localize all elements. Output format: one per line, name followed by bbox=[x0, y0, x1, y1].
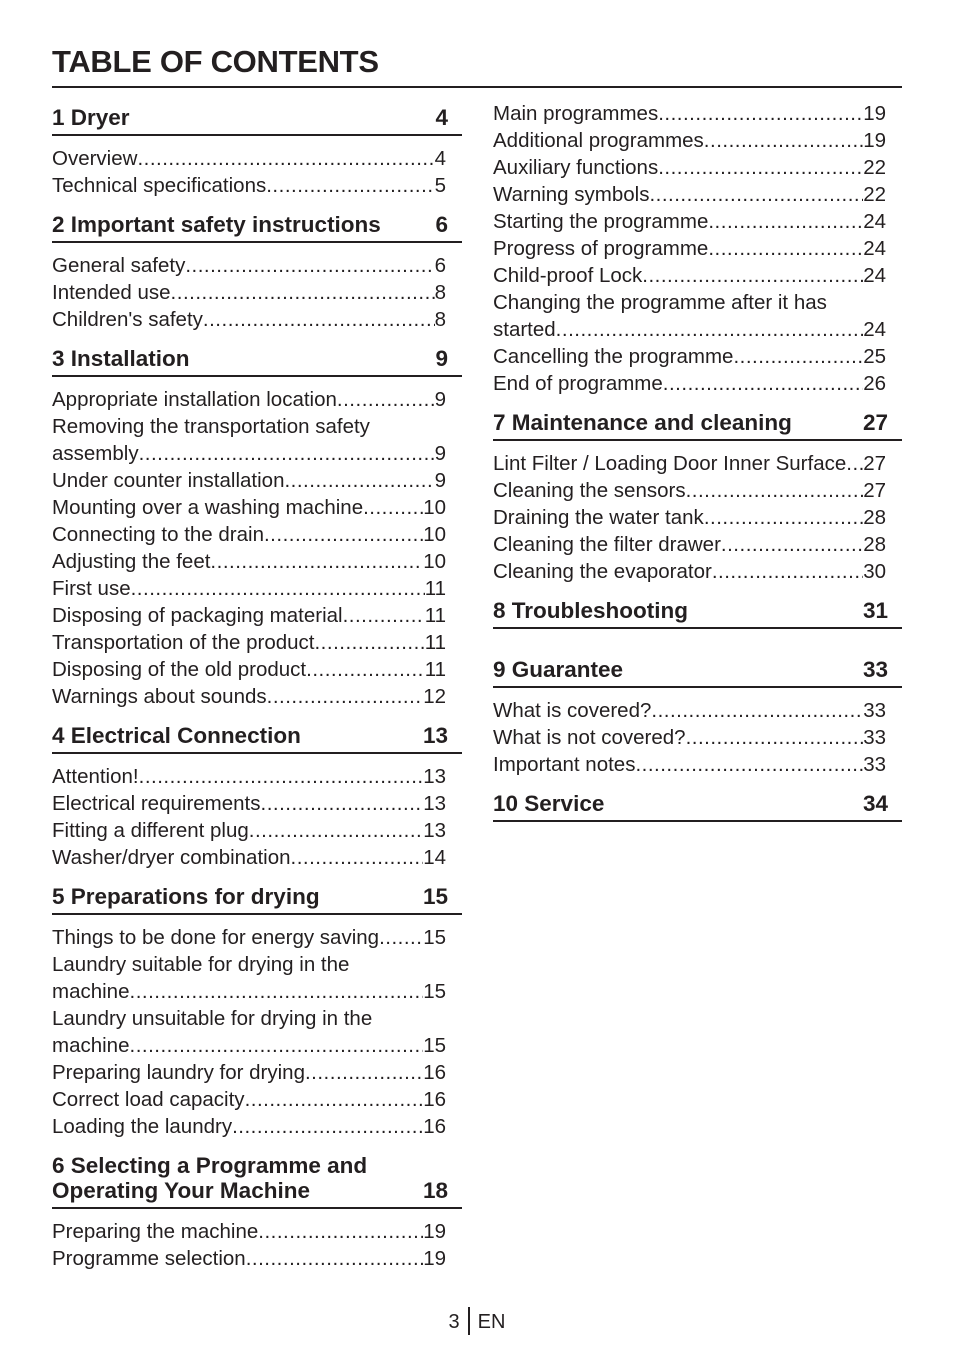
toc-entry[interactable] bbox=[52, 575, 462, 602]
dot-leader bbox=[686, 724, 864, 751]
toc-entry-title: Cleaning the sensors bbox=[493, 479, 686, 502]
toc-entry[interactable] bbox=[52, 924, 462, 951]
dot-leader bbox=[712, 558, 863, 585]
toc-entry-page: 33 bbox=[863, 753, 886, 776]
toc-entry-title: Cancelling the programme bbox=[493, 345, 734, 368]
dot-leader bbox=[185, 252, 434, 279]
dot-leader bbox=[337, 386, 435, 413]
toc-entry-page: 12 bbox=[423, 685, 446, 708]
dot-leader bbox=[264, 521, 423, 548]
toc-entry[interactable] bbox=[493, 724, 902, 751]
toc-entry[interactable] bbox=[52, 1059, 462, 1086]
toc-entry-page: 16 bbox=[423, 1115, 446, 1138]
toc-entry-title: Programme selection bbox=[52, 1247, 246, 1270]
toc-entry-page: 13 bbox=[423, 819, 446, 842]
toc-entry-page: 27 bbox=[863, 452, 886, 475]
toc-entry[interactable] bbox=[493, 127, 902, 154]
dot-leader bbox=[379, 924, 423, 951]
toc-entry-title: Children's safety bbox=[52, 308, 203, 331]
toc-entry[interactable] bbox=[493, 289, 902, 343]
dot-leader bbox=[686, 477, 864, 504]
dot-leader bbox=[708, 235, 863, 262]
toc-entry-page: 9 bbox=[434, 388, 446, 411]
toc-entry[interactable] bbox=[52, 951, 462, 1005]
toc-entry-page: 26 bbox=[863, 372, 886, 395]
toc-entry-page: 13 bbox=[423, 765, 446, 788]
toc-entry-title-continued: machine bbox=[52, 980, 130, 1003]
section-heading[interactable] bbox=[52, 100, 462, 136]
dot-leader bbox=[139, 763, 424, 790]
toc-entry[interactable] bbox=[493, 154, 902, 181]
section-heading-title: 7 Maintenance and cleaning bbox=[493, 410, 792, 435]
toc-entry-page: 11 bbox=[424, 577, 446, 600]
toc-entry[interactable] bbox=[52, 521, 462, 548]
toc-entry-page: 11 bbox=[424, 604, 446, 627]
dot-leader bbox=[649, 181, 863, 208]
toc-entry-page: 19 bbox=[423, 1220, 446, 1243]
toc-entry[interactable] bbox=[52, 494, 462, 521]
toc-entry-title: Important notes bbox=[493, 753, 636, 776]
toc-entry-page: 15 bbox=[423, 980, 446, 1003]
toc-entry-title: Mounting over a washing machine bbox=[52, 496, 364, 519]
toc-entry-line bbox=[52, 1032, 462, 1059]
toc-entry-page: 30 bbox=[863, 560, 886, 583]
section-heading[interactable] bbox=[52, 207, 462, 243]
section-heading-title: 3 Installation bbox=[52, 346, 190, 371]
toc-entry-page: 22 bbox=[863, 156, 886, 179]
dot-leader bbox=[171, 279, 435, 306]
dot-leader bbox=[258, 1218, 423, 1245]
section-heading-title: 9 Guarantee bbox=[493, 657, 624, 682]
toc-entry-title: Transportation of the product bbox=[52, 631, 315, 654]
toc-entry-title: Fitting a different plug bbox=[52, 819, 249, 842]
toc-entry[interactable] bbox=[52, 413, 462, 467]
section-heading[interactable] bbox=[52, 879, 462, 915]
toc-entry[interactable] bbox=[52, 172, 462, 199]
toc-entry-title: Intended use bbox=[52, 281, 171, 304]
toc-entry[interactable] bbox=[52, 790, 462, 817]
dot-leader bbox=[210, 548, 423, 575]
toc-entry-title: Disposing of packaging material bbox=[52, 604, 343, 627]
section-heading-page: 4 bbox=[435, 105, 448, 130]
toc-section bbox=[52, 879, 462, 1148]
toc-entry-title: Washer/dryer combination bbox=[52, 846, 291, 869]
toc-entry[interactable] bbox=[52, 656, 462, 683]
section-heading-page: 13 bbox=[422, 723, 448, 748]
toc-entry-line bbox=[52, 978, 462, 1005]
toc-entry-title: Lint Filter / Loading Door Inner Surface bbox=[493, 452, 847, 475]
toc-entry-title: End of programme bbox=[493, 372, 663, 395]
page-footer bbox=[0, 1307, 954, 1337]
toc-entry-title: General safety bbox=[52, 254, 186, 277]
toc-entry-page: 11 bbox=[424, 631, 446, 654]
toc-entry-page: 22 bbox=[863, 183, 886, 206]
section-heading-page: 27 bbox=[862, 410, 888, 435]
toc-entry-page: 10 bbox=[423, 523, 446, 546]
toc-entry-page: 33 bbox=[863, 726, 886, 749]
toc-section bbox=[493, 100, 902, 405]
toc-entry[interactable] bbox=[52, 1005, 462, 1059]
section-heading[interactable] bbox=[52, 718, 462, 754]
toc-entry-page: 24 bbox=[863, 264, 886, 287]
toc-entry[interactable] bbox=[493, 343, 902, 370]
language-code: EN bbox=[477, 1311, 506, 1333]
toc-entry-page: 28 bbox=[863, 506, 886, 529]
toc-entry[interactable] bbox=[493, 504, 902, 531]
toc-entry-page: 8 bbox=[434, 308, 446, 331]
toc-entry[interactable] bbox=[493, 262, 902, 289]
toc-entry[interactable] bbox=[52, 467, 462, 494]
toc-entry-page: 16 bbox=[423, 1088, 446, 1111]
section-heading[interactable] bbox=[493, 652, 902, 688]
toc-entry[interactable] bbox=[493, 558, 902, 585]
toc-entry-page: 6 bbox=[434, 254, 446, 277]
dot-leader bbox=[291, 844, 424, 871]
toc-entry[interactable] bbox=[52, 817, 462, 844]
dot-leader bbox=[305, 1059, 423, 1086]
toc-entry[interactable] bbox=[52, 1245, 462, 1272]
toc-entry[interactable] bbox=[52, 306, 462, 333]
dot-leader bbox=[704, 504, 863, 531]
toc-entry[interactable] bbox=[52, 548, 462, 575]
toc-section bbox=[493, 652, 902, 786]
toc-entry-title: Electrical requirements bbox=[52, 792, 261, 815]
toc-entry[interactable] bbox=[493, 531, 902, 558]
dot-leader bbox=[306, 656, 425, 683]
section-heading[interactable] bbox=[493, 593, 902, 629]
section-heading-title: 2 Important safety instructions bbox=[52, 212, 381, 237]
toc-entry[interactable] bbox=[52, 763, 462, 790]
toc-entry[interactable] bbox=[493, 477, 902, 504]
toc-entry-page: 25 bbox=[863, 345, 886, 368]
toc-entry-page: 24 bbox=[863, 318, 886, 341]
toc-entry-title-continued: assembly bbox=[52, 442, 139, 465]
toc-entry-title: Warning symbols bbox=[493, 183, 650, 206]
dot-leader bbox=[343, 602, 425, 629]
dot-leader bbox=[130, 1032, 424, 1059]
toc-entry-line bbox=[493, 316, 902, 343]
toc-entry-title: Technical specifications bbox=[52, 174, 267, 197]
toc-section bbox=[493, 405, 902, 593]
toc-entry-title: Preparing laundry for drying bbox=[52, 1061, 305, 1084]
toc-entry-title: Starting the programme bbox=[493, 210, 709, 233]
toc-entry-title: Appropriate installation location bbox=[52, 388, 337, 411]
dot-leader bbox=[130, 978, 424, 1005]
toc-entry-page: 19 bbox=[863, 129, 886, 152]
toc-entry-title: Draining the water tank bbox=[493, 506, 704, 529]
dot-leader bbox=[246, 1245, 423, 1272]
toc-entry[interactable] bbox=[52, 602, 462, 629]
toc-entry-title: Disposing of the old product bbox=[52, 658, 307, 681]
toc-entry-title: Cleaning the filter drawer bbox=[493, 533, 721, 556]
toc-left-column bbox=[52, 100, 462, 1280]
toc-entry[interactable] bbox=[493, 697, 902, 724]
toc-entry[interactable] bbox=[493, 181, 902, 208]
dot-leader bbox=[635, 751, 863, 778]
dot-leader bbox=[642, 262, 863, 289]
toc-entry-page: 15 bbox=[423, 1034, 446, 1057]
toc-entry-title: Cleaning the evaporator bbox=[493, 560, 712, 583]
toc-entry[interactable] bbox=[52, 386, 462, 413]
section-heading-title: 8 Troubleshooting bbox=[493, 598, 688, 623]
toc-section bbox=[493, 593, 902, 652]
dot-leader bbox=[663, 370, 863, 397]
toc-entry-page: 27 bbox=[863, 479, 886, 502]
section-heading-page: 33 bbox=[862, 657, 888, 682]
dot-leader bbox=[704, 127, 863, 154]
dot-leader bbox=[266, 172, 434, 199]
toc-entry-title: Warnings about sounds bbox=[52, 685, 267, 708]
toc-entry-title: Child-proof Lock bbox=[493, 264, 643, 287]
toc-section bbox=[493, 786, 902, 845]
toc-entry-title: Changing the programme after it has bbox=[493, 291, 827, 314]
toc-right-column bbox=[493, 100, 902, 845]
toc-entry-page: 28 bbox=[863, 533, 886, 556]
toc-entry[interactable] bbox=[493, 751, 902, 778]
toc-entry-page: 8 bbox=[434, 281, 446, 304]
section-heading-title: 6 Selecting a Programme and Operating Your Machine bbox=[52, 1153, 368, 1203]
toc-section bbox=[52, 341, 462, 718]
dot-leader bbox=[284, 467, 434, 494]
section-heading-title: 10 Service bbox=[493, 791, 605, 816]
toc-entry[interactable] bbox=[52, 1086, 462, 1113]
section-heading-page: 15 bbox=[422, 884, 448, 909]
dot-leader bbox=[232, 1113, 423, 1140]
toc-entry-title: Removing the transportation safety bbox=[52, 415, 370, 438]
toc-entry-page: 10 bbox=[423, 496, 446, 519]
dot-leader bbox=[733, 343, 863, 370]
dot-leader bbox=[245, 1086, 424, 1113]
section-heading[interactable] bbox=[52, 1148, 462, 1209]
toc-entry-title: Adjusting the feet bbox=[52, 550, 211, 573]
toc-entry[interactable] bbox=[52, 844, 462, 871]
toc-entry-title-continued: started bbox=[493, 318, 556, 341]
toc-entry-title-continued: machine bbox=[52, 1034, 130, 1057]
section-heading-page: 6 bbox=[435, 212, 448, 237]
section-heading-page: 34 bbox=[862, 791, 888, 816]
toc-entry[interactable] bbox=[52, 1218, 462, 1245]
toc-entry-title: What is covered? bbox=[493, 699, 652, 722]
toc-entry[interactable] bbox=[493, 235, 902, 262]
dot-leader bbox=[267, 683, 424, 710]
toc-entry-title: Additional programmes bbox=[493, 129, 704, 152]
page-number: 3 bbox=[448, 1311, 460, 1333]
dot-leader bbox=[131, 575, 425, 602]
toc-entry-page: 24 bbox=[863, 210, 886, 233]
toc-entry-page: 5 bbox=[434, 174, 446, 197]
dot-leader bbox=[658, 100, 863, 127]
toc-entry-title: Laundry unsuitable for drying in the bbox=[52, 1007, 373, 1030]
toc-entry[interactable] bbox=[493, 450, 902, 477]
toc-entry-page: 19 bbox=[423, 1247, 446, 1270]
section-heading[interactable] bbox=[493, 405, 902, 441]
toc-entry-title: What is not covered? bbox=[493, 726, 686, 749]
toc-entry-page: 4 bbox=[434, 147, 446, 170]
toc-entry-page: 11 bbox=[424, 658, 446, 681]
toc-section bbox=[52, 100, 462, 207]
toc-entry[interactable] bbox=[52, 683, 462, 710]
toc-entry-page: 10 bbox=[423, 550, 446, 573]
toc-entry-title: Auxiliary functions bbox=[493, 156, 659, 179]
toc-entry[interactable] bbox=[52, 145, 462, 172]
dot-leader bbox=[203, 306, 435, 333]
dot-leader bbox=[708, 208, 863, 235]
toc-entry-page: 19 bbox=[863, 102, 886, 125]
toc-entry-page: 9 bbox=[434, 442, 446, 465]
title-rule bbox=[52, 86, 902, 88]
toc-entry-line bbox=[52, 440, 462, 467]
footer-divider bbox=[468, 1307, 470, 1335]
toc-entry-title: Connecting to the drain bbox=[52, 523, 264, 546]
page-title: TABLE OF CONTENTS bbox=[52, 44, 379, 79]
toc-entry-title: Loading the laundry bbox=[52, 1115, 233, 1138]
toc-entry-title: Overview bbox=[52, 147, 138, 170]
section-heading[interactable] bbox=[52, 341, 462, 377]
section-heading-page: 31 bbox=[862, 598, 888, 623]
dot-leader bbox=[137, 145, 434, 172]
toc-entry-page: 24 bbox=[863, 237, 886, 260]
toc-entry[interactable] bbox=[52, 279, 462, 306]
toc-entry[interactable] bbox=[52, 1113, 462, 1140]
section-heading-title: 5 Preparations for drying bbox=[52, 884, 320, 909]
dot-leader bbox=[556, 316, 864, 343]
section-heading[interactable] bbox=[493, 786, 902, 822]
toc-entry[interactable] bbox=[493, 100, 902, 127]
toc-entry[interactable] bbox=[493, 208, 902, 235]
toc-entry-page: 9 bbox=[434, 469, 446, 492]
toc-entry-page: 16 bbox=[423, 1061, 446, 1084]
toc-entry-page: 33 bbox=[863, 699, 886, 722]
dot-leader bbox=[363, 494, 423, 521]
toc-section bbox=[52, 718, 462, 879]
dot-leader bbox=[721, 531, 863, 558]
toc-entry-title: Things to be done for energy saving bbox=[52, 926, 380, 949]
dot-leader bbox=[249, 817, 423, 844]
section-heading-title: 4 Electrical Connection bbox=[52, 723, 301, 748]
toc-entry-title: Laundry suitable for drying in the bbox=[52, 953, 350, 976]
dot-leader bbox=[658, 154, 863, 181]
toc-entry-title: Main programmes bbox=[493, 102, 659, 125]
toc-entry-title: Under counter installation bbox=[52, 469, 285, 492]
dot-leader bbox=[314, 629, 424, 656]
toc-entry-title: Correct load capacity bbox=[52, 1088, 245, 1111]
toc-entry-title: Attention! bbox=[52, 765, 139, 788]
dot-leader bbox=[261, 790, 424, 817]
toc-entry-title: First use bbox=[52, 577, 131, 600]
toc-entry-page: 14 bbox=[423, 846, 446, 869]
dot-leader bbox=[846, 450, 863, 477]
toc-entry-page: 13 bbox=[423, 792, 446, 815]
toc-entry[interactable] bbox=[493, 370, 902, 397]
toc-entry-title: Progress of programme bbox=[493, 237, 709, 260]
dot-leader bbox=[651, 697, 863, 724]
section-heading-page: 18 bbox=[422, 1178, 448, 1203]
toc-entry-page: 15 bbox=[423, 926, 446, 949]
toc-entry[interactable] bbox=[52, 252, 462, 279]
toc-entry[interactable] bbox=[52, 629, 462, 656]
section-heading-page: 9 bbox=[435, 346, 448, 371]
toc-section bbox=[52, 1148, 462, 1280]
section-heading-title: 1 Dryer bbox=[52, 105, 130, 130]
toc-section bbox=[52, 207, 462, 341]
dot-leader bbox=[139, 440, 435, 467]
toc-entry-title: Preparing the machine bbox=[52, 1220, 259, 1243]
